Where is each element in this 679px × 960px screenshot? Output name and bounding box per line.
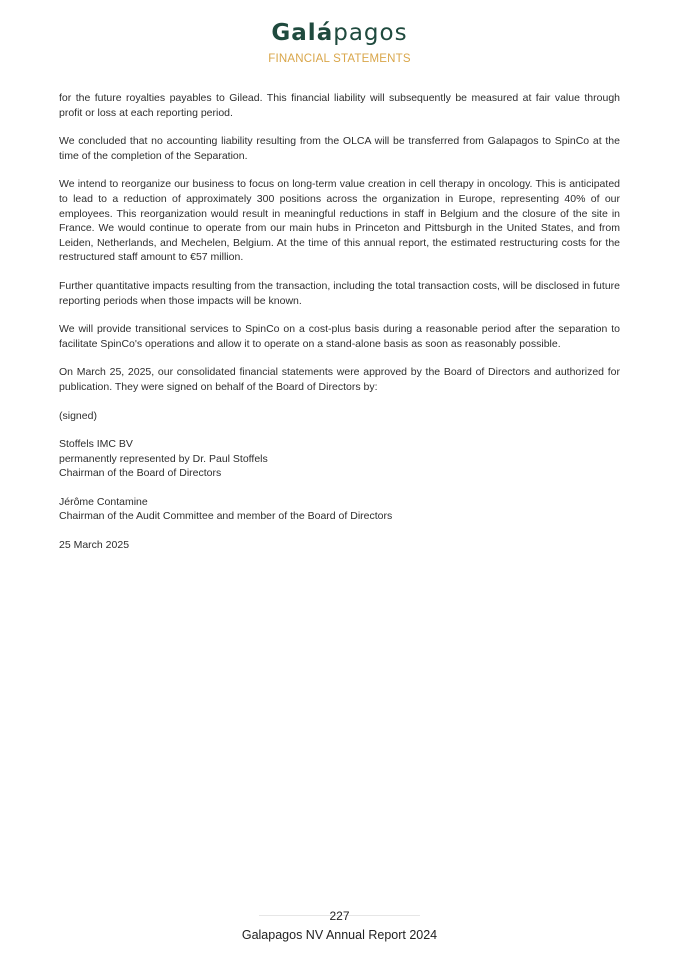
paragraph-gilead-liability: for the future royalties payables to Gilead. This financial liability will subsequently be measured at fair value through profit or loss at each reporting period.: [59, 92, 620, 119]
logo-bold-part: Galá: [271, 20, 334, 46]
page-header: [0, 20, 679, 66]
signatory-1-name: Stoffels IMC BV: [59, 438, 133, 451]
paragraph-quantitative-impacts: Further quantitative impacts resulting from the transaction, including the total transaction costs, will be disclosed in future reporting periods when those impacts will be known.: [59, 279, 620, 307]
company-logo: [0, 20, 679, 46]
signature-block-1: [59, 437, 620, 481]
document-body: [59, 91, 620, 567]
signature-date: 25 March 2025: [59, 539, 130, 552]
paragraph-olca: We concluded that no accounting liability resulting from the OLCA will be transferred from Galapagos to SpinCo at the time of the completion of the Separation.: [59, 135, 620, 162]
signatory-2-role: Chairman of the Audit Committee and member of the Board of Directors: [59, 510, 393, 523]
signatory-1-representation: permanently represented by Dr. Paul Stoffels: [59, 452, 268, 465]
signature-block-2: [59, 495, 620, 524]
logo-light-part: pagos: [333, 20, 408, 46]
paragraph-transitional-services: We will provide transitional services to SpinCo on a cost-plus basis during a reasonable period after the separation to facilitate SpinCo's operations and allow it to operate on a stand-alone basis as soon as reasonably possible.: [59, 323, 620, 350]
signatory-2-name: Jérôme Contamine: [59, 495, 148, 508]
section-title: FINANCIAL STATEMENTS: [268, 53, 411, 65]
paragraph-reorganization: We intend to reorganize our business to focus on long-term value creation in cell therapy in oncology. This is anticipated to lead to a reduction of approximately 300 positions across the organization in Europe, representing 40% of our employees. This reorganization would result in meaningful reductions in staff in Belgium and the closure of the site in France. We would continue to operate from our main hubs in Princeton and Pittsburgh in the United States, and from Leiden, Netherlands, and Mechelen, Belgium. At the time of this annual report, the estimated restructuring costs for the restructured staff amount to €57 million.: [59, 178, 620, 264]
report-title: Galapagos NV Annual Report 2024: [241, 928, 438, 942]
paragraph-approval: On March 25, 2025, our consolidated financial statements were approved by the Board of Directors and authorized for publication. They were signed on behalf of the Board of Directors by:: [59, 366, 620, 393]
signatory-1-role: Chairman of the Board of Directors: [59, 467, 222, 480]
page-number: 227: [329, 909, 350, 923]
signed-note: (signed): [59, 409, 97, 422]
